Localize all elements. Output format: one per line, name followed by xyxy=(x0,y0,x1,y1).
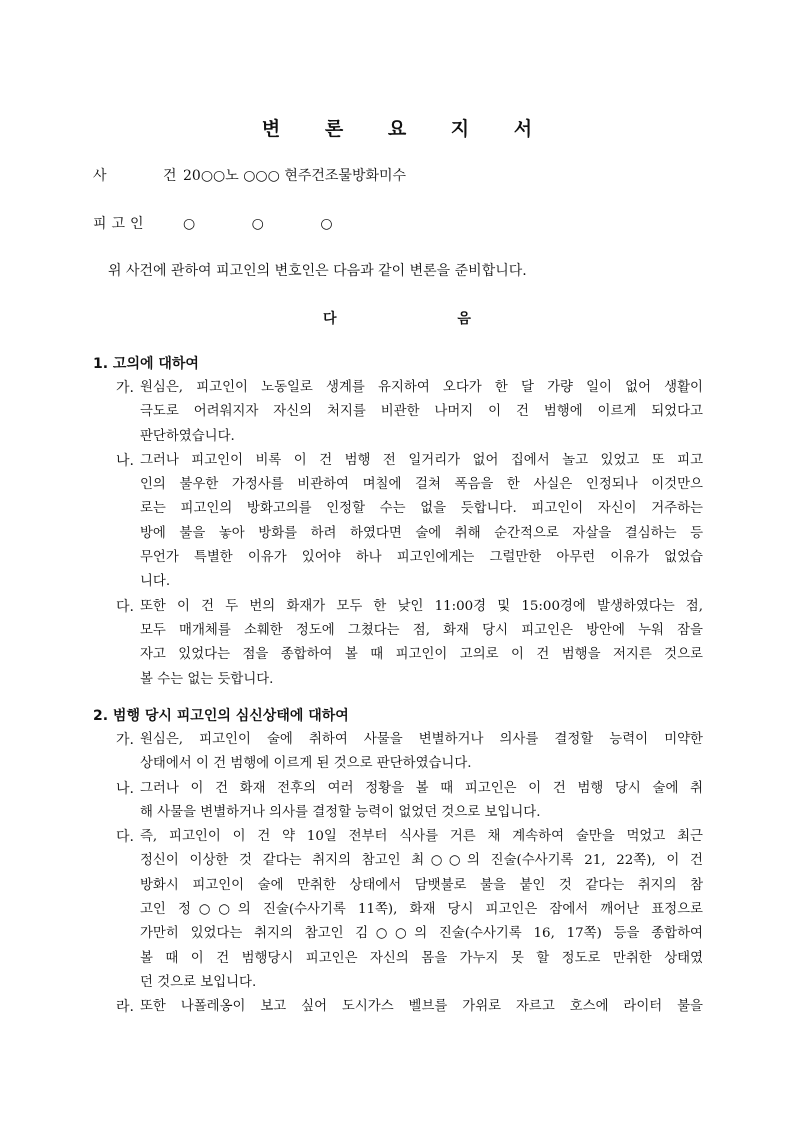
item-line: 고인 정○○의 진술(수사기록 11쪽), 화재 당시 피고인은 잠에서 깨어난 표정으로 xyxy=(140,902,703,918)
item-line: 방에 불을 놓아 방화를 하려 하였다면 술에 취해 순간적으로 자살을 결심하는 등 xyxy=(140,525,703,541)
list-item xyxy=(93,728,703,777)
item-line: 즉, 피고인이 이 건 약 10일 전부터 식사를 거른 채 계속하여 술만을 먹었고 최근 xyxy=(140,829,703,845)
item-line: 던 것으로 보입니다. xyxy=(140,974,257,990)
item-line: 해 사물을 변별하거나 의사를 결정할 능력이 없었던 것으로 보입니다. xyxy=(140,804,541,820)
item-line: 방화시 피고인이 술에 만취한 상태에서 담뱃불로 불을 붙인 것 같다는 취지의 참 xyxy=(140,877,703,893)
item-marker: 다. xyxy=(116,598,134,615)
list-item xyxy=(93,777,703,826)
defendant-row xyxy=(93,213,359,233)
item-line: 상태에서 이 건 범행에 이르게 된 것으로 판단하였습니다. xyxy=(140,756,472,772)
item-line: 또한 이 건 두 번의 화재가 모두 한 낮인 11:00경 및 15:00경에 발생하였다는 점, xyxy=(140,598,703,614)
item-line: 정신이 이상한 것 같다는 취지의 참고인 최○○의 진술(수사기록 21, 22쪽), 이 건 xyxy=(140,853,703,869)
item-line: 자고 있었다는 점을 종합하여 볼 때 피고인이 고의로 이 건 범행을 저지른 것으로 xyxy=(140,647,703,663)
item-line: 로는 피고인의 방화고의를 인정할 수는 없을 듯합니다. 피고인이 자신이 거주하는 xyxy=(140,501,703,517)
item-marker: 나. xyxy=(116,780,134,797)
case-value: 20○○노 ○○○ 현주건조물방화미수 xyxy=(183,168,407,184)
item-line: 볼 수는 없는 듯합니다. xyxy=(140,671,274,687)
item-line: 무언가 특별한 이유가 있어야 하나 피고인에게는 그럴만한 아무런 이유가 없었습 xyxy=(140,550,703,566)
item-line: 판단하였습니다. xyxy=(140,428,235,444)
section-mental-state xyxy=(93,704,703,1020)
item-line: 가만히 있었다는 취지의 참고인 김○○의 진술(수사기록 16, 17쪽) 등을 종합하여 xyxy=(140,926,703,942)
section-title: 2. 범행 당시 피고인의 심신상태에 대하여 xyxy=(93,708,349,724)
item-marker: 가. xyxy=(116,380,134,396)
item-line: 그러나 피고인이 비록 이 건 범행 전 일거리가 없어 집에서 놀고 있었고 또 피고 xyxy=(140,452,703,468)
item-marker: 라. xyxy=(116,999,134,1016)
section-intent xyxy=(93,352,703,692)
case-label: 사 건 xyxy=(93,168,203,184)
item-line: 원심은, 피고인이 노동일로 생계를 유지하여 오다가 한 달 가량 일이 없어 생활이 xyxy=(140,380,703,395)
item-marker: 다. xyxy=(116,829,134,846)
defendant-value: ○ ○ ○ xyxy=(183,216,359,232)
center-heading: 다 음 xyxy=(323,311,529,327)
item-line: 그러나 이 건 화재 전후의 여러 정황을 볼 때 피고인은 이 건 범행 당시 술에 취 xyxy=(140,780,703,796)
item-line: 니다. xyxy=(140,574,171,590)
list-item xyxy=(93,595,703,692)
case-row xyxy=(93,165,406,185)
intro-paragraph: 위 사건에 관하여 피고인의 변호인은 다음과 같이 변론을 준비합니다. xyxy=(108,263,527,279)
list-item xyxy=(93,995,703,1019)
item-line: 볼 때 이 건 범행당시 피고인은 자신의 몸을 가누지 못 할 정도로 만취한 상태였 xyxy=(140,950,703,966)
section-title: 1. 고의에 대하여 xyxy=(93,356,199,372)
list-item xyxy=(93,449,703,595)
item-line: 또한 나폴레옹이 보고 싶어 도시가스 벨브를 가위로 자르고 호스에 라이터 불을 xyxy=(140,999,703,1015)
list-item xyxy=(93,376,703,449)
document-title: 변 론 요 지 서 xyxy=(261,118,552,140)
item-line: 원심은, 피고인이 술에 취하여 사물을 변별하거나 의사를 결정할 능력이 미약한 xyxy=(140,732,703,747)
item-line: 극도로 어려워지자 자신의 처지를 비관한 나머지 이 건 범행에 이르게 되었다고 xyxy=(140,404,703,420)
item-line: 인의 불우한 가정사를 비관하여 며칠에 걸쳐 폭음을 한 사실은 인정되나 이것만으 xyxy=(140,477,703,493)
defendant-label: 피고인 xyxy=(93,216,149,232)
item-line: 모두 매개체를 소훼한 정도에 그쳤다는 점, 화재 당시 피고인은 방안에 누워 잠을 xyxy=(140,622,703,638)
list-item xyxy=(93,825,703,995)
item-marker: 나. xyxy=(116,452,134,469)
item-marker: 가. xyxy=(116,732,134,748)
